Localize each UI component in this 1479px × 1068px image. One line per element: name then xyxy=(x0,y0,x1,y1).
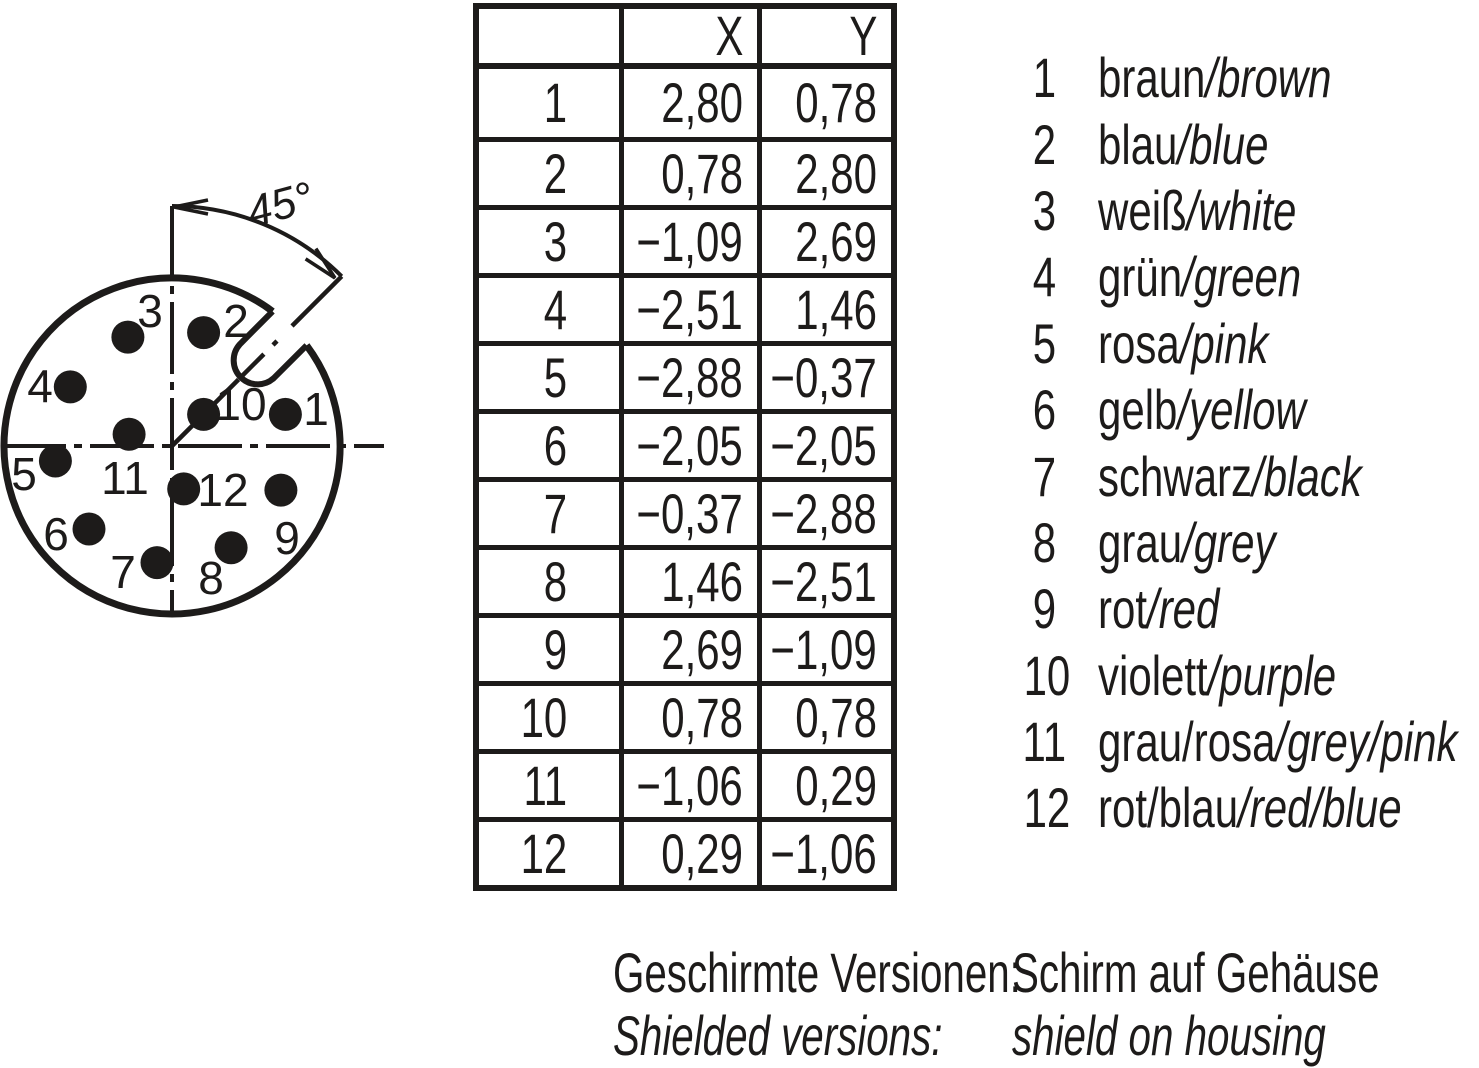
pin-number-cell: 10 xyxy=(479,681,619,749)
slash-separator: / xyxy=(1177,378,1190,442)
legend-en: white xyxy=(1198,178,1297,242)
legend-en: red xyxy=(1158,577,1220,641)
legend-number: 10 xyxy=(1023,643,1071,707)
pin-number-label-6: 6 xyxy=(43,508,69,560)
slash-separator: / xyxy=(1147,577,1159,641)
pin-x-cell: 0,78 xyxy=(619,137,757,205)
pin-dot-5 xyxy=(39,445,72,478)
slash-separator: / xyxy=(1205,46,1218,110)
legend-number: 7 xyxy=(1032,444,1056,508)
pin-number-label-3: 3 xyxy=(137,285,163,337)
pin-y-cell: 2,80 xyxy=(757,137,891,205)
legend-de: weiß xyxy=(1098,178,1187,242)
legend-de: rot xyxy=(1098,577,1148,641)
pin-number-cell: 8 xyxy=(479,545,619,613)
table-corner-cell xyxy=(479,9,619,69)
pin-x-cell: −1,06 xyxy=(619,749,757,817)
pin-x-cell: −2,05 xyxy=(619,409,757,477)
legend-en: grey xyxy=(1193,510,1276,574)
legend-item xyxy=(1008,111,1479,177)
pin-dot-11 xyxy=(113,418,146,451)
pin-dot-7 xyxy=(141,546,174,579)
legend-number: 1 xyxy=(1032,46,1056,110)
slash-separator: / xyxy=(1238,776,1250,840)
pin-number-label-8: 8 xyxy=(198,552,224,604)
pin-dot-2 xyxy=(187,316,220,349)
shielded-note-de-label: Geschirmte Versionen: xyxy=(613,940,1021,1004)
pin-x-cell: 0,78 xyxy=(619,681,757,749)
pin-y-cell: −1,06 xyxy=(757,817,891,885)
pin-dot-6 xyxy=(73,513,106,546)
pin-x-cell: −1,09 xyxy=(619,205,757,273)
legend-en: blue xyxy=(1189,112,1269,176)
legend-item xyxy=(1008,443,1479,509)
legend-item xyxy=(1008,643,1479,709)
legend-number: 12 xyxy=(1023,776,1071,840)
legend-number: 11 xyxy=(1022,710,1067,774)
legend-de: schwarz xyxy=(1098,444,1253,508)
legend-number: 4 xyxy=(1032,245,1056,309)
slash-separator: / xyxy=(1207,643,1220,707)
legend-en: red/blue xyxy=(1249,776,1402,840)
slash-separator: / xyxy=(1252,444,1264,508)
pin-y-cell: −0,37 xyxy=(757,341,891,409)
pin-number-cell: 12 xyxy=(479,817,619,885)
pin-number-cell: 6 xyxy=(479,409,619,477)
legend-item xyxy=(1008,45,1479,111)
pin-x-cell: 2,69 xyxy=(619,613,757,681)
legend-number: 2 xyxy=(1032,112,1056,176)
pin-y-cell: 0,29 xyxy=(757,749,891,817)
pin-number-cell: 3 xyxy=(479,205,619,273)
pin-y-cell: −1,09 xyxy=(757,613,891,681)
pin-x-cell: 1,46 xyxy=(619,545,757,613)
pin-x-cell: −0,37 xyxy=(619,477,757,545)
pin-number-label-1: 1 xyxy=(303,383,329,435)
legend-en: brown xyxy=(1217,46,1332,110)
pin-x-cell: 2,80 xyxy=(619,69,757,137)
legend-de: violett xyxy=(1098,643,1208,707)
pin-x-cell: −2,51 xyxy=(619,273,757,341)
legend-item xyxy=(1008,244,1479,310)
legend-item xyxy=(1008,576,1479,642)
pin-number-label-10: 10 xyxy=(215,378,267,430)
legend-en: grey/pink xyxy=(1287,710,1458,774)
pin-number-cell: 7 xyxy=(479,477,619,545)
legend-en: black xyxy=(1263,444,1362,508)
pin-number-cell: 2 xyxy=(479,137,619,205)
pin-number-label-2: 2 xyxy=(223,295,249,347)
legend-item xyxy=(1008,775,1479,841)
legend-en: yellow xyxy=(1189,378,1306,442)
table-header-y: Y xyxy=(757,9,891,69)
shielded-note-en-value: shield on housing xyxy=(1012,1003,1326,1067)
slash-separator: / xyxy=(1186,178,1199,242)
legend-number: 3 xyxy=(1032,178,1056,242)
pin-number-label-11: 11 xyxy=(101,452,149,504)
pin-dot-9 xyxy=(264,474,297,507)
pin-number-cell: 5 xyxy=(479,341,619,409)
slash-separator: / xyxy=(1182,245,1194,309)
pin-number-cell: 4 xyxy=(479,273,619,341)
table-header-x: X xyxy=(619,9,757,69)
legend-de: rosa xyxy=(1098,311,1180,375)
pin-y-cell: 2,69 xyxy=(757,205,891,273)
slash-separator: / xyxy=(1177,112,1190,176)
slash-separator: / xyxy=(1182,510,1194,574)
pin-number-cell: 11 xyxy=(479,749,619,817)
slash-separator: / xyxy=(1275,710,1288,774)
pin-number-label-9: 9 xyxy=(274,512,300,564)
legend-number: 5 xyxy=(1032,311,1056,375)
legend-number: 9 xyxy=(1032,577,1056,641)
legend-de: rot/blau xyxy=(1098,776,1239,840)
pin-y-cell: −2,88 xyxy=(757,477,891,545)
legend-de: grau xyxy=(1098,510,1183,574)
pin-coordinate-table xyxy=(473,3,897,891)
angle-label: 45° xyxy=(241,172,319,238)
pin-number-cell: 1 xyxy=(543,71,567,134)
legend-item xyxy=(1008,709,1479,775)
shielded-note-en-label: Shielded versions: xyxy=(613,1003,943,1067)
legend-de: grau/rosa xyxy=(1098,710,1276,774)
legend-item xyxy=(1008,311,1479,377)
legend-item xyxy=(1008,510,1479,576)
shielded-note xyxy=(613,941,1479,1067)
pin-y-cell: 0,78 xyxy=(757,681,891,749)
pin-number-cell: 9 xyxy=(479,613,619,681)
shielded-note-de-value: Schirm auf Gehäuse xyxy=(1012,940,1380,1004)
pin-dot-4 xyxy=(54,370,87,403)
wire-color-legend xyxy=(1008,45,1479,842)
pin-y-cell: 1,46 xyxy=(757,273,891,341)
legend-en: purple xyxy=(1219,643,1337,707)
pin-y-cell: −2,05 xyxy=(757,409,891,477)
legend-item xyxy=(1008,377,1479,443)
pin-number-label-4: 4 xyxy=(27,360,53,412)
pin-number-label-7: 7 xyxy=(110,546,136,598)
slash-separator: / xyxy=(1179,311,1192,375)
legend-de: grün xyxy=(1098,245,1183,309)
pin-number-label-5: 5 xyxy=(11,448,37,500)
legend-de: blau xyxy=(1098,112,1178,176)
legend-de: gelb xyxy=(1098,378,1178,442)
pin-x-cell: 0,29 xyxy=(619,817,757,885)
pin-number-label-12: 12 xyxy=(197,464,249,516)
legend-number: 6 xyxy=(1032,378,1056,442)
legend-number: 8 xyxy=(1032,510,1056,574)
pin-y-cell: 0,78 xyxy=(757,69,891,137)
pin-dot-12 xyxy=(167,472,200,505)
pin-y-cell: −2,51 xyxy=(757,545,891,613)
pin-x-cell: −2,88 xyxy=(619,341,757,409)
legend-item xyxy=(1008,178,1479,244)
connector-face-diagram xyxy=(0,0,420,700)
legend-en: pink xyxy=(1191,311,1269,375)
pin-dot-1 xyxy=(269,398,302,431)
legend-de: braun xyxy=(1098,46,1206,110)
legend-en: green xyxy=(1193,245,1302,309)
